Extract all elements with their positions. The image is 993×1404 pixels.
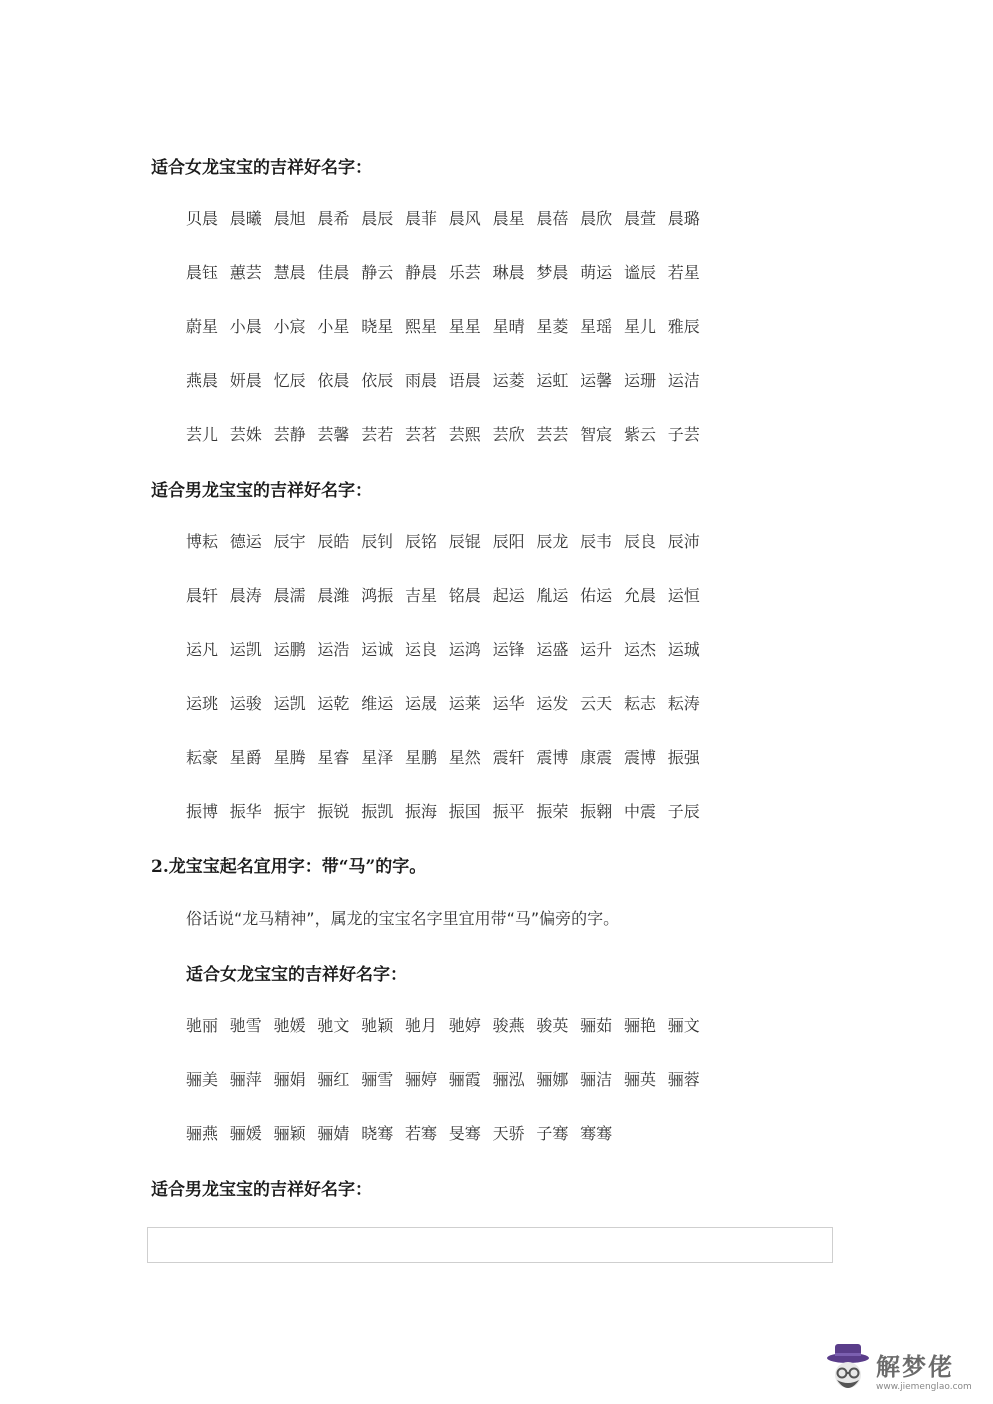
name-item: 骊雪	[361, 1070, 394, 1089]
name-item: 耘志	[623, 694, 656, 713]
name-item: 辰韦	[580, 532, 613, 551]
name-item: 博耘	[186, 532, 219, 551]
name-item: 骊娜	[536, 1070, 569, 1089]
section-heading-boy-1: 适合男龙宝宝的吉祥好名字：	[151, 481, 372, 501]
name-row	[186, 260, 712, 283]
name-item: 晨蓓	[536, 209, 569, 228]
name-row	[186, 745, 712, 768]
name-item: 晨旭	[273, 209, 306, 228]
name-item: 骊文	[667, 1016, 700, 1035]
name-row	[186, 206, 712, 229]
name-item: 骊英	[623, 1070, 656, 1089]
detective-face-icon	[826, 1342, 870, 1396]
name-item: 运华	[492, 694, 525, 713]
name-item: 晨钰	[186, 263, 219, 282]
name-item: 骞骞	[580, 1124, 613, 1143]
name-item: 星菱	[536, 317, 569, 336]
name-item: 骊颖	[273, 1124, 306, 1143]
name-item: 铭晨	[448, 586, 481, 605]
name-item: 妍晨	[229, 371, 262, 390]
name-item: 运升	[580, 640, 613, 659]
name-item: 子骞	[536, 1124, 569, 1143]
name-item: 小宸	[273, 317, 306, 336]
name-item: 辰龙	[536, 532, 569, 551]
name-item: 驰婷	[448, 1016, 481, 1035]
name-item: 驰文	[317, 1016, 350, 1035]
name-item: 骊萍	[229, 1070, 262, 1089]
name-item: 星然	[448, 748, 481, 767]
name-item: 若星	[667, 263, 700, 282]
name-row	[186, 799, 712, 822]
name-item: 运恒	[667, 586, 700, 605]
name-item: 运珊	[623, 371, 656, 390]
name-item: 晨辰	[361, 209, 394, 228]
name-item: 骊霞	[448, 1070, 481, 1089]
name-item: 熙星	[404, 317, 437, 336]
name-item: 辰阳	[492, 532, 525, 551]
name-item: 晨曦	[229, 209, 262, 228]
name-item: 星晴	[492, 317, 525, 336]
name-item: 骊婷	[404, 1070, 437, 1089]
section-heading-horse: 2.龙宝宝起名宜用字：带“马”的字。	[151, 857, 427, 877]
name-item: 胤运	[536, 586, 569, 605]
name-row	[186, 1121, 624, 1144]
name-item: 小晨	[229, 317, 262, 336]
name-item: 辰锟	[448, 532, 481, 551]
name-item: 运凯	[273, 694, 306, 713]
name-item: 辰皓	[317, 532, 350, 551]
name-item: 运莱	[448, 694, 481, 713]
name-item: 天骄	[492, 1124, 525, 1143]
name-item: 振国	[448, 802, 481, 821]
name-row	[186, 368, 712, 391]
name-item: 星儿	[623, 317, 656, 336]
name-item: 骊艳	[623, 1016, 656, 1035]
name-item: 骊蓉	[667, 1070, 700, 1089]
name-item: 云天	[580, 694, 613, 713]
name-item: 晨萱	[623, 209, 656, 228]
name-item: 运杰	[623, 640, 656, 659]
horse-paragraph: 俗话说“龙马精神”，属龙的宝宝名字里宜用带“马”偏旁的字。	[186, 909, 620, 928]
section-heading-girl-1: 适合女龙宝宝的吉祥好名字：	[151, 158, 372, 178]
name-item: 德运	[229, 532, 262, 551]
name-item: 星鹏	[404, 748, 437, 767]
name-item: 运锋	[492, 640, 525, 659]
name-item: 骏燕	[492, 1016, 525, 1035]
name-item: 运珧	[186, 694, 219, 713]
name-item: 子辰	[667, 802, 700, 821]
name-item: 芸若	[361, 425, 394, 444]
name-item: 辰良	[623, 532, 656, 551]
name-item: 语晨	[448, 371, 481, 390]
name-item: 运馨	[580, 371, 613, 390]
name-item: 静晨	[404, 263, 437, 282]
name-item: 运珹	[667, 640, 700, 659]
name-item: 运盛	[536, 640, 569, 659]
name-item: 运凯	[229, 640, 262, 659]
name-item: 骏英	[536, 1016, 569, 1035]
name-item: 维运	[361, 694, 394, 713]
name-item: 驰月	[404, 1016, 437, 1035]
name-item: 佑运	[580, 586, 613, 605]
name-item: 星星	[448, 317, 481, 336]
name-row	[186, 529, 712, 552]
name-item: 晨希	[317, 209, 350, 228]
name-item: 燕晨	[186, 371, 219, 390]
name-item: 骊红	[317, 1070, 350, 1089]
name-item: 雨晨	[404, 371, 437, 390]
name-item: 子芸	[667, 425, 700, 444]
name-item: 骊婧	[317, 1124, 350, 1143]
name-item: 星泽	[361, 748, 394, 767]
name-item: 振凯	[361, 802, 394, 821]
name-item: 振锐	[317, 802, 350, 821]
name-item: 晨星	[492, 209, 525, 228]
name-item: 晨欣	[580, 209, 613, 228]
name-item: 依辰	[361, 371, 394, 390]
name-item: 辰钊	[361, 532, 394, 551]
name-item: 耘豪	[186, 748, 219, 767]
name-item: 萌运	[580, 263, 613, 282]
name-item: 骊媛	[229, 1124, 262, 1143]
name-item: 骊茹	[580, 1016, 613, 1035]
name-item: 振博	[186, 802, 219, 821]
name-item: 慧晨	[273, 263, 306, 282]
name-item: 起运	[492, 586, 525, 605]
name-item: 静云	[361, 263, 394, 282]
name-item: 振强	[667, 748, 700, 767]
name-row	[186, 314, 712, 337]
name-item: 康震	[580, 748, 613, 767]
name-item: 允晨	[623, 586, 656, 605]
section-heading-boy-2: 适合男龙宝宝的吉祥好名字：	[151, 1180, 372, 1200]
name-item: 依晨	[317, 371, 350, 390]
name-item: 驰媛	[273, 1016, 306, 1035]
name-item: 星爵	[229, 748, 262, 767]
name-item: 雅辰	[667, 317, 700, 336]
name-item: 芸静	[273, 425, 306, 444]
name-item: 若骞	[404, 1124, 437, 1143]
name-row	[186, 422, 712, 445]
name-item: 震博	[623, 748, 656, 767]
name-item: 晨风	[448, 209, 481, 228]
name-item: 运虹	[536, 371, 569, 390]
name-item: 震轩	[492, 748, 525, 767]
watermark-url: www.jiemenglao.com	[876, 1381, 972, 1392]
name-item: 震博	[536, 748, 569, 767]
empty-content-box	[147, 1227, 833, 1263]
hat-band	[835, 1353, 861, 1356]
name-row	[186, 583, 712, 606]
name-item: 星腾	[273, 748, 306, 767]
name-item: 驰颖	[361, 1016, 394, 1035]
name-item: 振翱	[580, 802, 613, 821]
name-item: 芸欣	[492, 425, 525, 444]
name-item: 驰丽	[186, 1016, 219, 1035]
name-item: 芸芸	[536, 425, 569, 444]
name-item: 骊泓	[492, 1070, 525, 1089]
name-item: 晨菲	[404, 209, 437, 228]
name-item: 辰铭	[404, 532, 437, 551]
name-item: 振宇	[273, 802, 306, 821]
name-item: 驰雪	[229, 1016, 262, 1035]
name-item: 小星	[317, 317, 350, 336]
name-item: 运浩	[317, 640, 350, 659]
name-item: 骊娟	[273, 1070, 306, 1089]
name-item: 运晟	[404, 694, 437, 713]
name-item: 晨潍	[317, 586, 350, 605]
name-item: 旻骞	[448, 1124, 481, 1143]
section-heading-girl-2: 适合女龙宝宝的吉祥好名字：	[186, 965, 407, 985]
name-item: 星睿	[317, 748, 350, 767]
name-item: 运菱	[492, 371, 525, 390]
name-item: 运凡	[186, 640, 219, 659]
name-item: 芸姝	[229, 425, 262, 444]
name-row	[186, 637, 712, 660]
name-item: 骊美	[186, 1070, 219, 1089]
name-item: 振华	[229, 802, 262, 821]
name-item: 芸茗	[404, 425, 437, 444]
name-item: 晓星	[361, 317, 394, 336]
name-item: 紫云	[623, 425, 656, 444]
name-item: 运诚	[361, 640, 394, 659]
name-item: 辰沛	[667, 532, 700, 551]
watermark-logo	[826, 1340, 986, 1398]
name-item: 辰宇	[273, 532, 306, 551]
name-item: 骊洁	[580, 1070, 613, 1089]
watermark-title: 解梦佬	[876, 1352, 954, 1381]
name-item: 晨璐	[667, 209, 700, 228]
name-item: 鸿振	[361, 586, 394, 605]
name-item: 骊燕	[186, 1124, 219, 1143]
name-item: 智宸	[580, 425, 613, 444]
name-item: 运良	[404, 640, 437, 659]
name-item: 芸儿	[186, 425, 219, 444]
name-item: 晓骞	[361, 1124, 394, 1143]
name-item: 晨濡	[273, 586, 306, 605]
name-row	[186, 1013, 712, 1036]
name-item: 振荣	[536, 802, 569, 821]
name-row	[186, 1067, 712, 1090]
name-item: 蕙芸	[229, 263, 262, 282]
name-item: 佳晨	[317, 263, 350, 282]
name-item: 振海	[404, 802, 437, 821]
name-item: 星瑶	[580, 317, 613, 336]
name-item: 运鹏	[273, 640, 306, 659]
name-item: 梦晨	[536, 263, 569, 282]
name-item: 忆辰	[273, 371, 306, 390]
name-item: 晨轩	[186, 586, 219, 605]
name-row	[186, 691, 712, 714]
name-item: 芸馨	[317, 425, 350, 444]
name-item: 晨涛	[229, 586, 262, 605]
name-item: 谧辰	[623, 263, 656, 282]
name-item: 运洁	[667, 371, 700, 390]
name-item: 乐芸	[448, 263, 481, 282]
name-item: 吉星	[404, 586, 437, 605]
name-item: 贝晨	[186, 209, 219, 228]
name-item: 琳晨	[492, 263, 525, 282]
name-item: 芸熙	[448, 425, 481, 444]
name-item: 振平	[492, 802, 525, 821]
name-item: 运乾	[317, 694, 350, 713]
name-item: 蔚星	[186, 317, 219, 336]
name-item: 运发	[536, 694, 569, 713]
name-item: 耘涛	[667, 694, 700, 713]
name-item: 中震	[623, 802, 656, 821]
name-item: 运骏	[229, 694, 262, 713]
name-item: 运鸿	[448, 640, 481, 659]
